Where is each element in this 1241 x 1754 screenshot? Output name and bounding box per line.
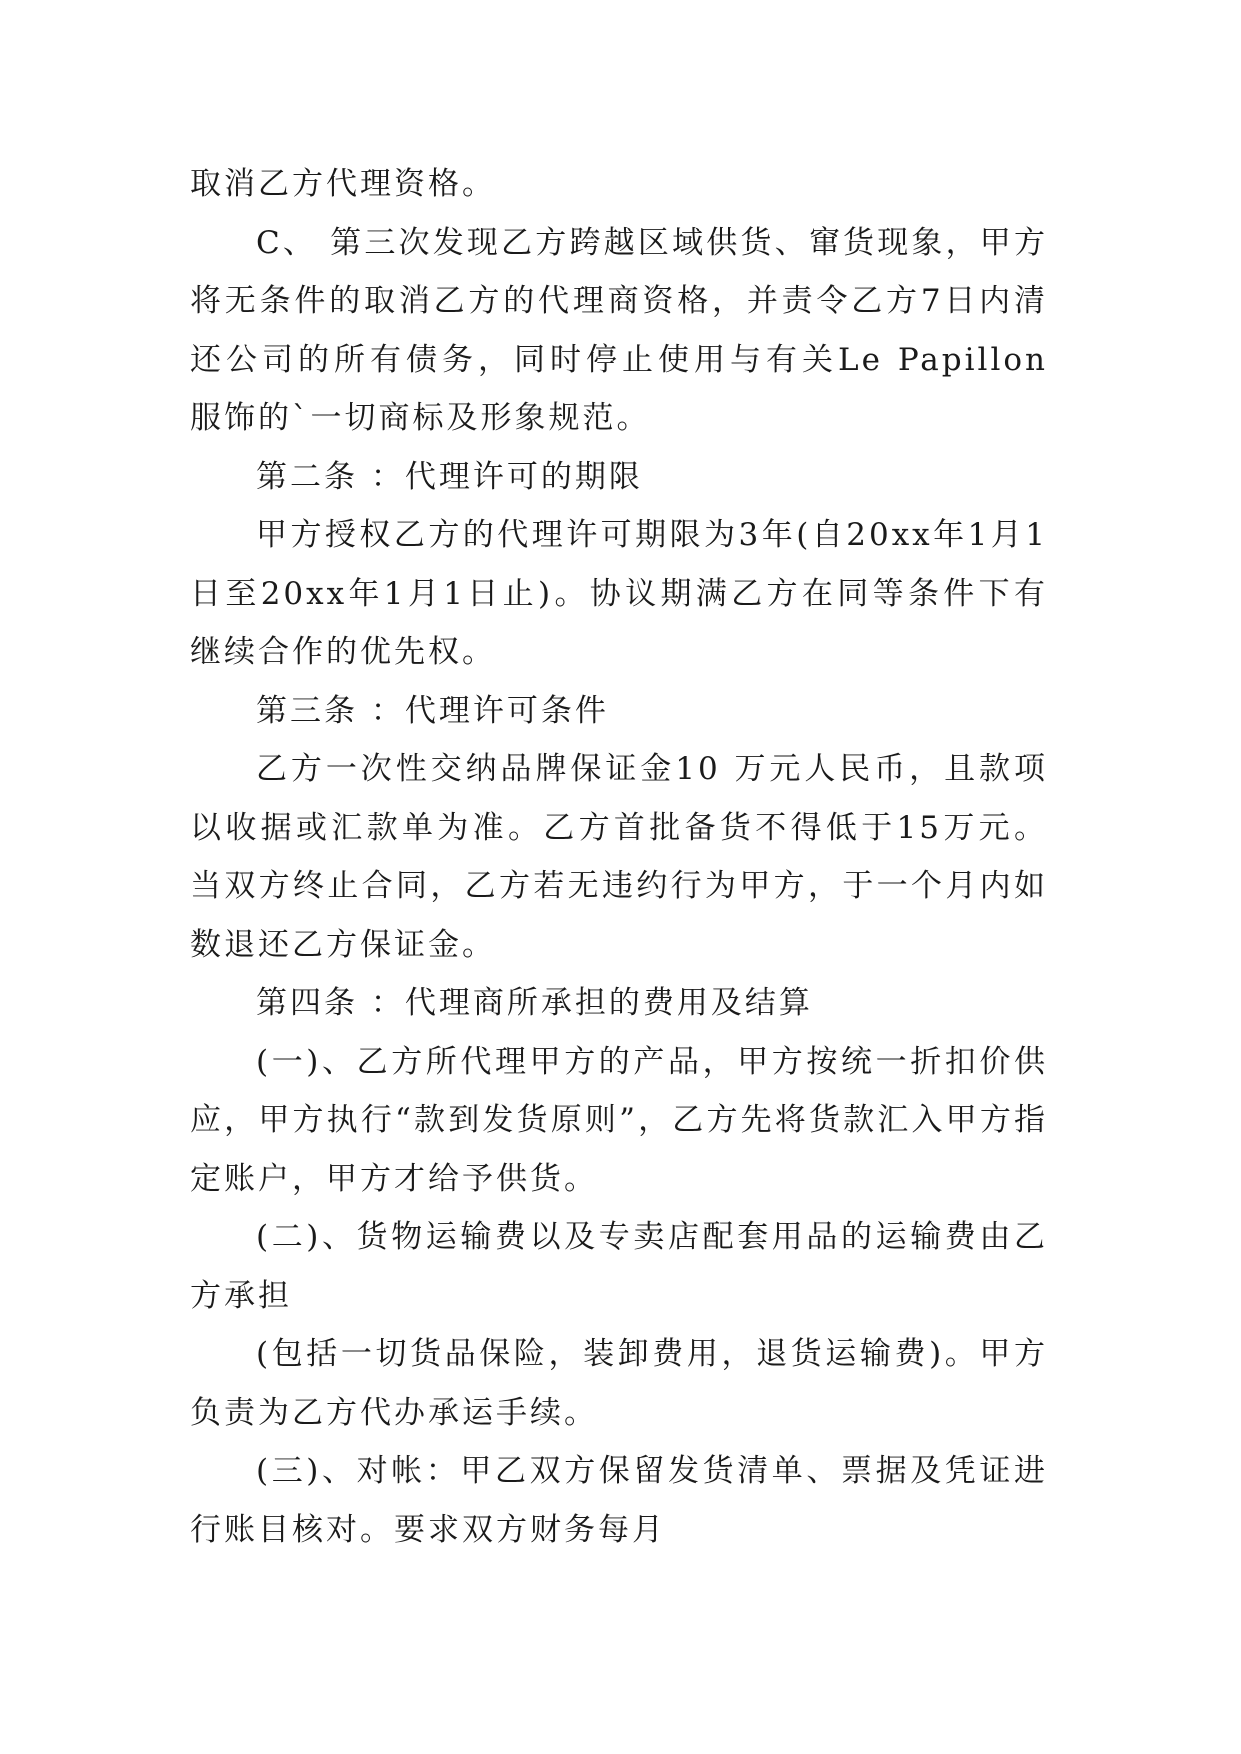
heading-article-3: 第三条 ：代理许可条件 [256, 692, 609, 729]
paragraph-item-2: (二)、货物运输费以及专卖店配套用品的运输费由乙方承担 [190, 1219, 1048, 1314]
paragraph-item-3: (三)、对帐：甲乙双方保留发货清单、票据及凭证进行账目核对。要求双方财务每月 [190, 1453, 1048, 1548]
paragraph-cancel-qualification: 取消乙方代理资格。 [190, 166, 496, 202]
document-body [190, 155, 1048, 1559]
paragraph-license-term: 甲方授权乙方的代理许可期限为3年(自20xx年1月1日至20xx年1月1日止)。协议期满乙方在同等条件下有继续合作的优先权。 [190, 517, 1048, 670]
paragraph-clause-c: C、 第三次发现乙方跨越区域供货、窜货现象，甲方将无条件的取消乙方的代理商资格，并责令乙方7日内清还公司的所有债务，同时停止使用与有关Le Papillon 服饰的`一切商标及形象规范。 [190, 224, 1048, 436]
heading-article-4: 第四条 ：代理商所承担的费用及结算 [256, 985, 813, 1021]
heading-article-2: 第二条 ：代理许可的期限 [256, 458, 643, 495]
paragraph-item-1: (一)、乙方所代理甲方的产品，甲方按统一折扣价供应，甲方执行“款到发货原则”，乙方先将货款汇入甲方指定账户，甲方才给予供货。 [190, 1043, 1048, 1197]
paragraph-license-conditions: 乙方一次性交纳品牌保证金10 万元人民币，且款项以收据或汇款单为准。乙方首批备货不得低于15万元。当双方终止合同，乙方若无违约行为甲方，于一个月内如数退还乙方保证金。 [190, 751, 1048, 963]
paragraph-item-2-cont: (包括一切货品保险，装卸费用，退货运输费)。甲方负责为乙方代办承运手续。 [190, 1336, 1048, 1431]
